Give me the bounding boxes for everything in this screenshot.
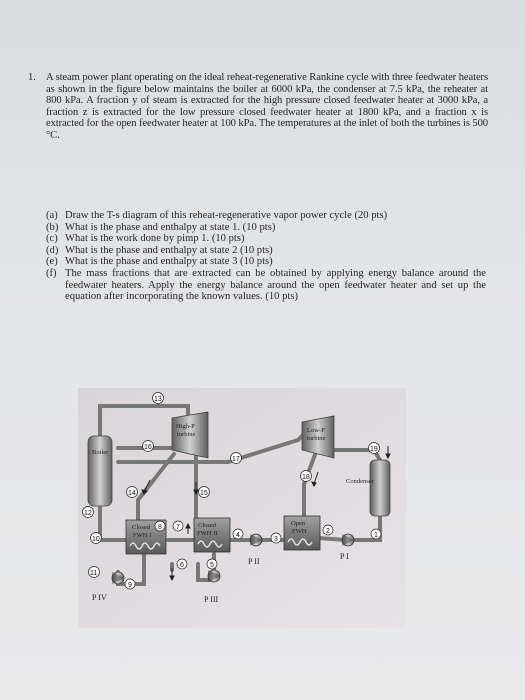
- part-text: What is the work done by pimp 1. (10 pts): [65, 233, 245, 245]
- question-parts: [46, 210, 486, 303]
- svg-text:5: 5: [210, 562, 214, 569]
- part-label: (c): [46, 233, 58, 245]
- question-part: [46, 210, 486, 222]
- closed-fwh-2-label-2: FWH II: [197, 530, 218, 537]
- question-part: [46, 268, 486, 303]
- svg-text:16: 16: [144, 444, 152, 451]
- part-text: The mass fractions that are extracted can be obtained by applying energy balance around the feedwater heaters. Apply the energy balance around the open feedwater heater and set up the equation after incorporating the known values. (10 pts): [65, 267, 486, 303]
- diagram-background: [78, 388, 406, 628]
- state-marker: [323, 525, 333, 535]
- state-marker: [143, 441, 154, 452]
- question-part: [46, 256, 486, 268]
- svg-text:18: 18: [302, 474, 310, 481]
- closed-fwh-2-label-1: Closed: [198, 522, 217, 529]
- state-marker: [125, 579, 135, 589]
- part-text: What is the phase and enthalpy at state 1. (10 pts): [65, 221, 276, 233]
- svg-text:2: 2: [326, 528, 330, 535]
- part-label: (b): [46, 221, 59, 233]
- part-text: What is the phase and enthalpy at state 2 (10 pts): [65, 244, 273, 256]
- open-fwh-label-2: FWH: [292, 528, 307, 535]
- svg-text:14: 14: [128, 490, 136, 497]
- svg-text:15: 15: [200, 490, 208, 497]
- hp-turbine-label-2: turbine: [177, 431, 196, 438]
- state-marker: [199, 487, 210, 498]
- boiler: [88, 436, 112, 506]
- svg-text:6: 6: [180, 562, 184, 569]
- state-marker: [231, 453, 242, 464]
- rankine-cycle-diagram: [78, 388, 406, 628]
- closed-fwh-1-label-1: Closed: [132, 524, 151, 531]
- state-marker: [301, 471, 312, 482]
- svg-text:7: 7: [176, 524, 180, 531]
- svg-text:12: 12: [84, 510, 92, 517]
- pump-4-label: P IV: [92, 593, 107, 602]
- svg-text:11: 11: [90, 570, 98, 577]
- state-marker: [371, 529, 381, 539]
- part-text: Draw the T-s diagram of this reheat-regenerative vapor power cycle (20 pts): [65, 210, 388, 221]
- cycle-schematic: [78, 388, 406, 628]
- pump-4: [112, 572, 124, 584]
- problem-statement: [28, 72, 488, 142]
- state-marker: [127, 487, 138, 498]
- svg-text:13: 13: [154, 396, 162, 403]
- svg-text:1: 1: [374, 532, 378, 539]
- condenser-label: Condenser: [346, 478, 374, 485]
- svg-text:17: 17: [232, 456, 240, 463]
- svg-text:8: 8: [158, 524, 162, 531]
- svg-text:10: 10: [92, 536, 100, 543]
- state-marker: [173, 521, 183, 531]
- state-marker: [271, 533, 281, 543]
- pump-2-label: P II: [248, 557, 260, 566]
- pump-3-label: P III: [204, 595, 219, 604]
- state-marker: [369, 443, 380, 454]
- svg-text:3: 3: [274, 536, 278, 543]
- closed-fwh-1-label-2: FWH I: [133, 532, 152, 539]
- pump-2: [250, 534, 262, 546]
- state-marker: [233, 529, 243, 539]
- problem-text: A steam power plant operating on the ideal reheat-regenerative Rankine cycle with three feedwater heaters as shown in the figure below maintains the boiler at 6000 kPa, the condenser at 7.5 kPa, the reheater at 800 kPa. A fraction y of steam is extracted for the high pressure closed feedwater heater at 3000 kPa, a fraction z is extracted for the low pressure closed feedwater heater at 1800 kPa, and a fraction x is extracted for the open feedwater heater at 100 kPa. The temperatures at the inlet of both the turbines is 500 °C.: [46, 72, 488, 141]
- boiler-label: Boiler: [92, 449, 109, 456]
- part-label: (f): [46, 267, 57, 279]
- question-part: [46, 222, 486, 234]
- pump-1-label: P I: [340, 552, 349, 561]
- part-label: (e): [46, 256, 58, 268]
- part-label: (a): [46, 210, 58, 221]
- state-marker: [89, 567, 100, 578]
- state-marker: [83, 507, 94, 518]
- open-fwh-label-1: Open: [291, 520, 306, 527]
- svg-text:19: 19: [370, 446, 378, 453]
- state-marker: [91, 533, 102, 544]
- question-part: [46, 245, 486, 257]
- condenser: [370, 460, 390, 516]
- question-part: [46, 233, 486, 245]
- svg-text:9: 9: [128, 582, 132, 589]
- state-marker: [153, 393, 164, 404]
- state-marker: [207, 559, 217, 569]
- problem-number: 1.: [28, 72, 36, 83]
- state-marker: [177, 559, 187, 569]
- lp-turbine-label-1: Low-P: [307, 427, 325, 434]
- svg-text:4: 4: [236, 532, 240, 539]
- pump-1: [342, 534, 354, 546]
- pump-3: [208, 570, 220, 582]
- part-label: (d): [46, 244, 59, 256]
- hp-turbine-label-1: High-P: [176, 423, 195, 430]
- lp-turbine-label-2: turbine: [307, 435, 326, 442]
- part-text: What is the phase and enthalpy at state 3 (10 pts): [65, 256, 273, 268]
- state-marker: [155, 521, 165, 531]
